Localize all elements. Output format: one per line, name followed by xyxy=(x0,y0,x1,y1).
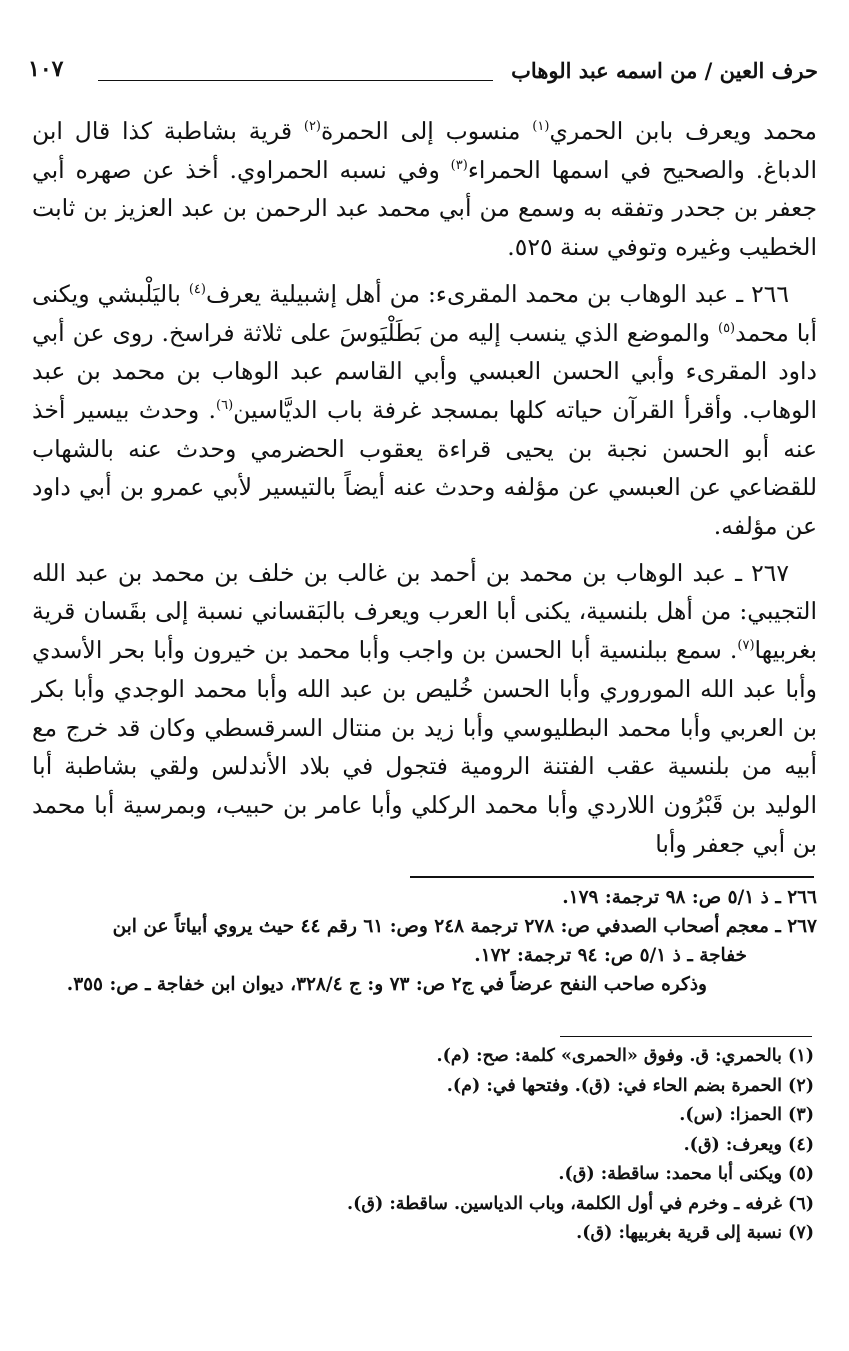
source-line: خفاجة ـ ذ ٥/١ ص: ٩٤ ترجمة: ١٧٢. xyxy=(474,945,747,966)
footnote-ref: (٦) xyxy=(216,398,234,414)
entry-266 xyxy=(32,275,817,546)
footnote: (٤) ويعرف: (ق). xyxy=(683,1134,814,1155)
text-run: . سمع ببلنسية أبا الحسن بن واجب وأبا محمد بن خيرون وأبا بحر الأسدي وأبا عبد الله الموروري وأبا الحسن خُليص بن عبد الله وأبا محمد الوجدي وأبا بكر بن العربي وأبا محمد البطليوسي وأبا زيد بن منتال السرقسطي وكان قد خرج مع أبيه من بلنسية عقب الفتنة الرومية فتجول في بلاد الأندلس ولقي بشاطبة أبا الوليد بن قَبْرُون اللاردي وأبا محمد الركلي وأبا عامر بن حبيب، وبمرسية أبا محمد بن أبي جعفر وأبا xyxy=(32,636,817,858)
footnote-ref: (٣) xyxy=(450,157,468,173)
page-number: ١٠٧ xyxy=(28,56,64,82)
running-title: حرف العين / من اسمه عبد الوهاب xyxy=(511,58,818,83)
text-run: منسوب إلى الحمرة xyxy=(321,117,533,145)
source-line: ٢٦٧ ـ معجم أصحاب الصدفي ص: ٢٧٨ ترجمة ٢٤٨ وص: ٦١ رقم ٤٤ حيث يروي أبياتاً عن ابن xyxy=(112,916,817,937)
footnote: (١) بالحمري: ق. وفوق «الحمرى» كلمة: صح: (م). xyxy=(436,1046,814,1066)
sources-rule xyxy=(410,876,814,878)
footnote-ref: (١) xyxy=(532,119,550,135)
footnote: (٥) ويكنى أبا محمد: ساقطة: (ق). xyxy=(558,1164,814,1184)
source-line: ٢٦٦ ـ ذ ٥/١ ص: ٩٨ ترجمة: ١٧٩. xyxy=(562,887,817,908)
text-run: ٢٦٦ ـ عبد الوهاب بن محمد المقرىء: من أهل إشبيلية يعرف xyxy=(205,279,789,308)
footnotes-rule xyxy=(560,1036,812,1037)
footnote: (٧) نسبة إلى قرية بغربيها: (ق). xyxy=(576,1223,814,1243)
page-header xyxy=(28,52,818,92)
text-run: والموضع الذي ينسب إليه من بَطَلْيَوسَ على ثلاثة فراسخ. روى عن أبي داود المقرىء وأبي الحسن العبسي وأبي القاسم عبد الوهاب بن محمد بن عبد الوهاب. وأقرأ القرآن حياته كلها بمسجد غرفة باب الديَّاسين xyxy=(32,318,817,424)
text-run: وفي نسبه الحمراوي. أخذ عن صهره أبي جعفر بن جحدر وتفقه به وسمع من أبي محمد عبد الرحمن بن عبد العزيز بن ثابت الخطيب وغيره وتوفي سنة ٥٢٥. xyxy=(32,155,817,262)
footnote-ref: (٤) xyxy=(188,281,206,297)
header-rule xyxy=(98,80,493,81)
footnote-ref: (٥) xyxy=(717,320,736,336)
footnote: (٣) الحمزا: (س). xyxy=(679,1105,814,1125)
source-line: وذكره صاحب النفح عرضاً في ج٢ ص: ٧٣ و: ج ٣٢٨/٤، ديوان ابن خفاجة ـ ص: ٣٥٥. xyxy=(66,974,707,995)
footnote: (٢) الحمرة بضم الحاء في: (ق). وفتحها في: (م). xyxy=(446,1075,814,1096)
footnote: (٦) غرفه ـ وخرم في أول الكلمة، وباب الدياسين. ساقطة: (ق). xyxy=(347,1193,814,1214)
sources-notes xyxy=(32,883,817,999)
text-run: محمد ويعرف بابن الحمري xyxy=(549,117,817,145)
footnote-ref: (٢) xyxy=(303,119,321,135)
main-text xyxy=(32,112,817,863)
footnote-ref: (٧) xyxy=(737,638,755,654)
text-run: ٢٦٧ ـ عبد الوهاب بن محمد بن أحمد بن غالب بن خلف بن محمد بن عبد الله التجيبي: من أهل بلنسية، يكنى أبا العرب ويعرف بالبَقساني نسبة إلى بقَسان قرية بغربيها xyxy=(32,558,817,665)
text-run: . وحدث بيسير أخذ عنه أبو الحسن نجبة بن يحيى قراءة يعقوب الحضرمي وحدث عنه بالشهاب للقضاعي عن العبسي عن مؤلفه وحدث عنه أيضاً بالتيسير لأبي عمرو بن أبي داود عن مؤلفه. xyxy=(32,395,817,541)
entry-267 xyxy=(32,554,817,864)
footnotes xyxy=(32,1042,814,1249)
paragraph-continuation xyxy=(32,112,817,267)
text-run: قرية بشاطبة كذا قال ابن الدباغ. والصحيح في اسمها الحمراء xyxy=(32,117,817,184)
text-run: باليَلْبشي ويكنى أبا محمد xyxy=(32,279,817,347)
